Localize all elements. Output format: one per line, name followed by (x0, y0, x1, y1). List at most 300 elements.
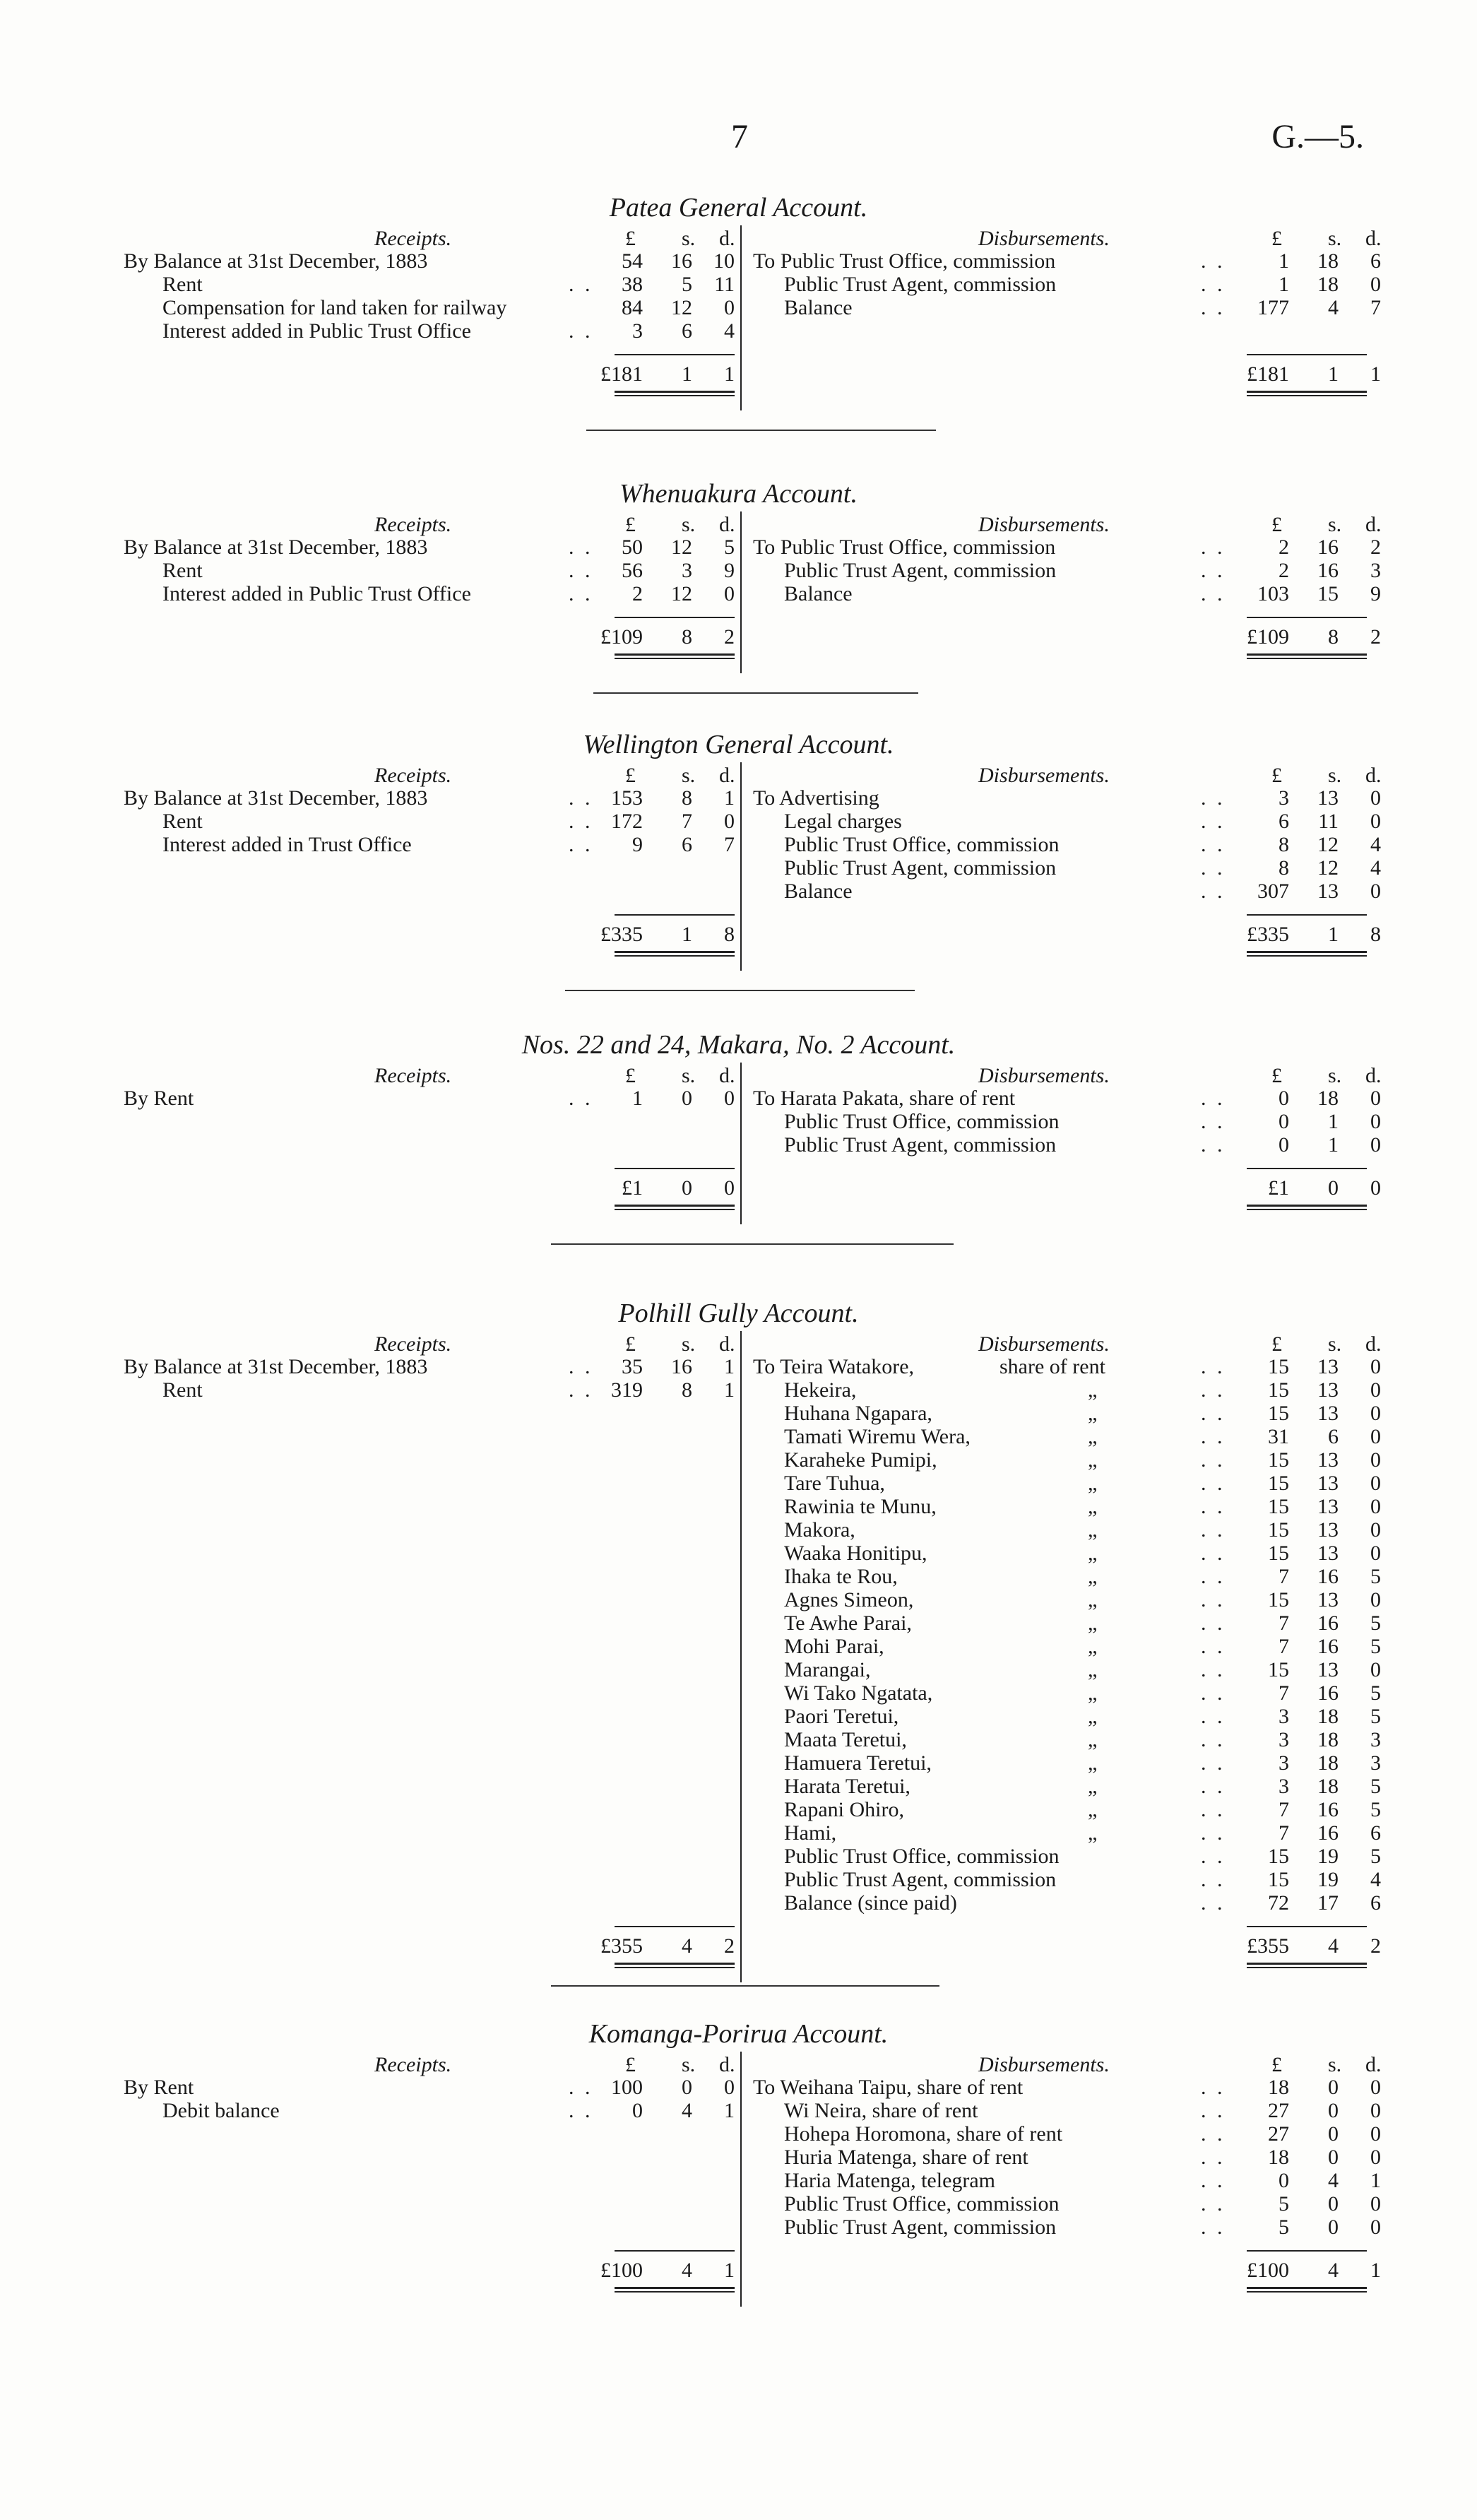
leader-dots: . . (1201, 1565, 1226, 1588)
disbursement-pence: 0 (1370, 1542, 1381, 1565)
disbursement-pounds: 27 (1268, 2099, 1289, 2122)
leader-dots: . . (1201, 1821, 1226, 1845)
disbursement-pence: 4 (1370, 1868, 1381, 1891)
share-note: „ (1088, 1425, 1098, 1448)
share-note: „ (1088, 1705, 1098, 1728)
double-rule (615, 1209, 735, 1210)
disbursement-row (0, 584, 1477, 607)
disbursement-shillings: 16 (1317, 1681, 1339, 1705)
receipt-row (0, 321, 1477, 344)
receipts-pounds-head: £ (625, 1332, 636, 1356)
disbursements-total-row (0, 924, 1477, 947)
double-rule (615, 1967, 735, 1968)
leader-dots: . . (1201, 2122, 1226, 2146)
disbursement-row (0, 274, 1477, 297)
receipt-label: By Balance at 31st December, 1883 (124, 536, 428, 559)
disbursement-pounds: 2 (1279, 536, 1289, 559)
total-rule (1247, 1168, 1367, 1169)
disbursement-pence: 4 (1370, 833, 1381, 856)
disbursement-pence: 5 (1370, 1775, 1381, 1798)
receipts-total-pounds: £109 (600, 625, 643, 649)
leader-dots: . . (1201, 1751, 1226, 1775)
disbursement-row (0, 2170, 1477, 2194)
receipts-total-pounds: £100 (600, 2259, 643, 2282)
disbursement-pence: 0 (1370, 1402, 1381, 1425)
leader-dots: . . (569, 582, 593, 605)
disbursement-pence: 0 (1370, 2192, 1381, 2216)
receipt-shillings: 8 (682, 1378, 692, 1402)
receipts-heading: Receipts. (374, 513, 452, 536)
disbursement-pounds: 3 (1279, 1728, 1289, 1751)
section-separator (565, 990, 915, 991)
receipt-shillings: 4 (682, 2099, 692, 2122)
disbursement-shillings: 13 (1317, 1472, 1339, 1495)
disbursements-pounds-head: £ (1271, 1064, 1282, 1087)
receipt-shillings: 3 (682, 559, 692, 582)
disbursement-pence: 3 (1370, 1728, 1381, 1751)
disbursement-pence: 5 (1370, 1681, 1381, 1705)
receipt-pounds: 1 (632, 1087, 643, 1110)
receipt-label: Compensation for land taken for railway (162, 296, 507, 319)
receipts-pence-head: d. (719, 227, 735, 250)
disbursement-label: Hami, (784, 1821, 837, 1845)
disbursements-shillings-head: s. (1328, 2053, 1342, 2076)
share-note: „ (1088, 1681, 1098, 1705)
receipts-shillings-head: s. (682, 1064, 696, 1087)
disbursement-pence: 0 (1370, 786, 1381, 810)
disbursement-label: To Public Trust Office, commission (753, 249, 1056, 273)
double-rule (1247, 1967, 1367, 1968)
share-note: „ (1088, 1402, 1098, 1425)
disbursement-pounds: 27 (1268, 2122, 1289, 2146)
receipt-label: Rent (162, 559, 203, 582)
disbursement-pence: 0 (1370, 1658, 1381, 1681)
receipts-pounds-head: £ (625, 227, 636, 250)
disbursement-label: Waaka Honitipu, (784, 1542, 927, 1565)
leader-dots: . . (1201, 1518, 1226, 1542)
disbursement-row (0, 834, 1477, 858)
disbursement-shillings: 13 (1317, 1542, 1339, 1565)
receipts-shillings-head: s. (682, 2053, 696, 2076)
disbursement-pence: 0 (1370, 2216, 1381, 2239)
disbursement-pounds: 7 (1279, 1565, 1289, 1588)
disbursement-label: Maata Teretui, (784, 1728, 907, 1751)
disbursement-label: Hohepa Horomona, share of rent (784, 2122, 1063, 2146)
disbursement-label: Balance (since paid) (784, 1891, 957, 1915)
disbursement-label: Te Awhe Parai, (784, 1611, 912, 1635)
disbursement-shillings: 13 (1317, 1402, 1339, 1425)
disbursement-row (0, 1823, 1477, 1846)
disbursement-pence: 0 (1370, 1588, 1381, 1611)
disbursements-pounds-head: £ (1271, 764, 1282, 787)
double-rule (615, 955, 735, 957)
disbursement-pence: 9 (1370, 582, 1381, 605)
share-note: „ (1088, 1565, 1098, 1588)
disbursement-shillings: 16 (1317, 1635, 1339, 1658)
account-section (0, 479, 1477, 649)
receipt-label: By Rent (124, 1087, 194, 1110)
disbursement-row (0, 1088, 1477, 1111)
disbursement-shillings: 12 (1317, 856, 1339, 880)
leader-dots: . . (1201, 1110, 1226, 1133)
share-note: „ (1088, 1635, 1098, 1658)
disbursement-shillings: 16 (1317, 1798, 1339, 1821)
disbursement-pounds: 0 (1279, 1133, 1289, 1157)
disbursements-pence-head: d. (1365, 2053, 1382, 2076)
disbursement-label: Wi Neira, share of rent (784, 2099, 978, 2122)
leader-dots: . . (1201, 1588, 1226, 1611)
share-note: „ (1088, 1775, 1098, 1798)
disbursements-total-pounds: £109 (1247, 625, 1289, 649)
disbursement-row (0, 1450, 1477, 1473)
disbursement-label: Public Trust Agent, commission (784, 1133, 1057, 1157)
total-rule (615, 914, 735, 916)
disbursements-pence-head: d. (1365, 1064, 1382, 1087)
disbursement-label: Rawinia te Munu, (784, 1495, 937, 1518)
disbursement-pence: 0 (1370, 1448, 1381, 1472)
share-note: „ (1088, 1378, 1098, 1402)
total-rule (1247, 354, 1367, 355)
share-note: „ (1088, 1751, 1098, 1775)
receipts-pounds-head: £ (625, 2053, 636, 2076)
disbursement-pence: 6 (1370, 1891, 1381, 1915)
disbursements-pence-head: d. (1365, 513, 1382, 536)
share-note: „ (1088, 1542, 1098, 1565)
leader-dots: . . (569, 810, 593, 833)
disbursement-label: Huhana Ngapara, (784, 1402, 932, 1425)
section-separator (586, 430, 936, 431)
share-note: „ (1088, 1495, 1098, 1518)
disbursement-label: Public Trust Agent, commission (784, 1868, 1057, 1891)
disbursement-shillings: 0 (1328, 2192, 1339, 2216)
disbursement-pounds: 7 (1279, 1611, 1289, 1635)
leader-dots: . . (1201, 1355, 1226, 1378)
disbursement-pounds: 6 (1279, 810, 1289, 833)
total-rule (1247, 617, 1367, 618)
disbursement-pounds: 0 (1279, 1087, 1289, 1110)
disbursement-shillings: 16 (1317, 1611, 1339, 1635)
leader-dots: . . (1201, 1868, 1226, 1891)
disbursement-row (0, 2077, 1477, 2100)
disbursement-label: Karaheke Pumipi, (784, 1448, 937, 1472)
receipt-shillings: 6 (682, 319, 692, 343)
disbursements-total-pounds: £100 (1247, 2259, 1289, 2282)
disbursement-shillings: 16 (1317, 1565, 1339, 1588)
disbursement-pounds: 15 (1268, 1845, 1289, 1868)
disbursement-shillings: 0 (1328, 2099, 1339, 2122)
leader-dots: . . (569, 273, 593, 296)
disbursements-shillings-head: s. (1328, 1064, 1342, 1087)
disbursement-pounds: 15 (1268, 1472, 1289, 1495)
disbursement-label: To Advertising (753, 786, 879, 810)
receipts-total-shillings: 4 (682, 1934, 692, 1958)
disbursement-shillings: 6 (1328, 1425, 1339, 1448)
disbursements-total-row (0, 1936, 1477, 1959)
receipts-total-shillings: 8 (682, 625, 692, 649)
disbursement-label: Public Trust Agent, commission (784, 2216, 1057, 2239)
disbursement-shillings: 18 (1317, 1705, 1339, 1728)
disbursement-pounds: 15 (1268, 1542, 1289, 1565)
disbursements-total-row (0, 627, 1477, 650)
receipt-pence: 4 (724, 319, 735, 343)
leader-dots: . . (1201, 1705, 1226, 1728)
receipt-pence: 0 (724, 582, 735, 605)
section-separator (593, 692, 918, 694)
receipts-total-pence: 1 (724, 2259, 735, 2282)
receipts-pence-head: d. (719, 764, 735, 787)
disbursements-total-shillings: 4 (1328, 2259, 1339, 2282)
receipts-total-shillings: 1 (682, 362, 692, 386)
disbursement-pence: 3 (1370, 559, 1381, 582)
receipt-label: By Rent (124, 2076, 194, 2099)
leader-dots: . . (1201, 296, 1226, 319)
double-rule (615, 1963, 735, 1965)
total-rule (615, 2250, 735, 2252)
leader-dots: . . (1201, 1611, 1226, 1635)
share-note: „ (1088, 1728, 1098, 1751)
disbursement-pence: 0 (1370, 273, 1381, 296)
disbursement-shillings: 13 (1317, 1588, 1339, 1611)
disbursements-total-pence: 1 (1370, 362, 1381, 386)
receipt-pence: 7 (724, 833, 735, 856)
disbursement-pounds: 15 (1268, 1402, 1289, 1425)
disbursement-shillings: 15 (1317, 582, 1339, 605)
disbursement-row (0, 881, 1477, 904)
disbursement-shillings: 13 (1317, 1495, 1339, 1518)
disbursement-label: Paori Teretui, (784, 1705, 899, 1728)
disbursements-shillings-head: s. (1328, 1332, 1342, 1356)
leader-dots: . . (569, 833, 593, 856)
disbursements-total-pence: 2 (1370, 1934, 1381, 1958)
account-title: Patea General Account. (609, 193, 868, 223)
disbursement-pounds: 15 (1268, 1355, 1289, 1378)
receipts-total-shillings: 1 (682, 923, 692, 946)
share-note: „ (1088, 1611, 1098, 1635)
disbursement-pounds: 1 (1279, 273, 1289, 296)
disbursement-pence: 0 (1370, 1425, 1381, 1448)
page-number: 7 (731, 118, 748, 155)
disbursement-pounds: 3 (1279, 1705, 1289, 1728)
double-rule (1247, 658, 1367, 659)
disbursements-shillings-head: s. (1328, 764, 1342, 787)
leader-dots: . . (1201, 249, 1226, 273)
share-note: „ (1088, 1821, 1098, 1845)
disbursements-total-row (0, 2260, 1477, 2283)
disbursement-pence: 0 (1370, 2122, 1381, 2146)
receipts-total-pounds: £335 (600, 923, 643, 946)
disbursements-pounds-head: £ (1271, 227, 1282, 250)
disbursement-label: Makora, (784, 1518, 855, 1542)
leader-dots: . . (569, 319, 593, 343)
disbursements-shillings-head: s. (1328, 513, 1342, 536)
double-rule (1247, 653, 1367, 656)
leader-dots: . . (1201, 2192, 1226, 2216)
receipt-label: Interest added in Public Trust Office (162, 319, 471, 343)
disbursement-shillings: 13 (1317, 1378, 1339, 1402)
disbursement-row (0, 1496, 1477, 1520)
disbursement-row (0, 1636, 1477, 1660)
receipt-pounds: 38 (622, 273, 643, 296)
receipts-total-pence: 0 (724, 1176, 735, 1200)
disbursements-total-row (0, 364, 1477, 387)
receipt-pounds: 35 (622, 1355, 643, 1378)
disbursement-label: Wi Tako Ngatata, (784, 1681, 933, 1705)
disbursement-pence: 5 (1370, 1705, 1381, 1728)
share-note: „ (1088, 1798, 1098, 1821)
disbursement-row (0, 811, 1477, 834)
leader-dots: . . (1201, 1775, 1226, 1798)
receipts-pounds-head: £ (625, 764, 636, 787)
leader-dots: . . (1201, 582, 1226, 605)
receipt-pounds: 84 (622, 296, 643, 319)
leader-dots: . . (1201, 2216, 1226, 2239)
disbursement-row (0, 1683, 1477, 1706)
receipt-shillings: 8 (682, 786, 692, 810)
double-rule (1247, 2291, 1367, 2293)
disbursement-label: Ihaka te Rou, (784, 1565, 898, 1588)
leader-dots: . . (1201, 2076, 1226, 2099)
disbursement-label: Huria Matenga, share of rent (784, 2146, 1028, 2169)
leader-dots: . . (569, 559, 593, 582)
disbursement-row (0, 1753, 1477, 1776)
leader-dots: . . (1201, 810, 1226, 833)
disbursement-shillings: 18 (1317, 1728, 1339, 1751)
receipts-total-pence: 2 (724, 1934, 735, 1958)
receipt-shillings: 6 (682, 833, 692, 856)
disbursement-pence: 0 (1370, 2099, 1381, 2122)
disbursement-pence: 0 (1370, 1495, 1381, 1518)
double-rule (615, 2291, 735, 2293)
receipt-shillings: 7 (682, 810, 692, 833)
disbursement-row (0, 1729, 1477, 1753)
disbursement-row (0, 858, 1477, 881)
receipt-pounds: 54 (622, 249, 643, 273)
receipt-pounds: 9 (632, 833, 643, 856)
receipt-shillings: 16 (671, 249, 692, 273)
disbursement-pounds: 18 (1268, 2076, 1289, 2099)
receipts-total-pounds: £355 (600, 1934, 643, 1958)
disbursement-row (0, 560, 1477, 584)
double-rule (1247, 1963, 1367, 1965)
receipt-pence: 11 (714, 273, 735, 296)
disbursement-pence: 0 (1370, 1355, 1381, 1378)
leader-dots: . . (569, 1355, 593, 1378)
receipt-label: Interest added in Trust Office (162, 833, 412, 856)
leader-dots: . . (569, 2076, 593, 2099)
disbursement-shillings: 18 (1317, 249, 1339, 273)
disbursement-row (0, 1111, 1477, 1135)
leader-dots: . . (1201, 1798, 1226, 1821)
receipt-pence: 1 (724, 786, 735, 810)
leader-dots: . . (1201, 880, 1226, 903)
disbursement-shillings: 19 (1317, 1868, 1339, 1891)
disbursement-pounds: 2 (1279, 559, 1289, 582)
column-divider (740, 1331, 742, 1982)
leader-dots: . . (569, 786, 593, 810)
disbursement-pence: 6 (1370, 249, 1381, 273)
share-note: „ (1088, 1518, 1098, 1542)
disbursement-pounds: 72 (1268, 1891, 1289, 1915)
disbursement-label: Public Trust Agent, commission (784, 856, 1057, 880)
page-header (0, 120, 1477, 162)
disbursement-pounds: 8 (1279, 833, 1289, 856)
account-section (0, 730, 1477, 946)
disbursement-label: Balance (784, 582, 853, 605)
disbursement-pounds: 18 (1268, 2146, 1289, 2169)
leader-dots: . . (1201, 1402, 1226, 1425)
disbursement-shillings: 13 (1317, 1658, 1339, 1681)
receipt-pence: 0 (724, 296, 735, 319)
disbursement-pounds: 31 (1268, 1425, 1289, 1448)
disbursement-pounds: 15 (1268, 1658, 1289, 1681)
leader-dots: . . (1201, 1542, 1226, 1565)
disbursement-label: Tamati Wiremu Wera, (784, 1425, 971, 1448)
disbursement-pounds: 3 (1279, 1775, 1289, 1798)
total-rule (615, 1926, 735, 1927)
leader-dots: . . (569, 1087, 593, 1110)
double-rule (615, 658, 735, 659)
disbursements-shillings-head: s. (1328, 227, 1342, 250)
receipts-total-shillings: 0 (682, 1176, 692, 1200)
receipts-total-pence: 2 (724, 625, 735, 649)
leader-dots: . . (1201, 1728, 1226, 1751)
receipt-label: Rent (162, 810, 203, 833)
account-title: Wellington General Account. (583, 730, 894, 759)
disbursements-total-pence: 2 (1370, 625, 1381, 649)
disbursement-row (0, 2147, 1477, 2170)
disbursement-label: Hamuera Teretui, (784, 1751, 932, 1775)
leader-dots: . . (569, 1378, 593, 1402)
disbursement-label: To Harata Pakata, share of rent (753, 1087, 1016, 1110)
double-rule (615, 395, 735, 396)
disbursements-total-pounds: £335 (1247, 923, 1289, 946)
disbursement-row (0, 1135, 1477, 1158)
disbursement-row (0, 297, 1477, 321)
disbursement-label: Public Trust Office, commission (784, 1845, 1060, 1868)
disbursement-row (0, 1893, 1477, 1916)
receipt-pounds: 100 (611, 2076, 643, 2099)
disbursement-shillings: 13 (1317, 880, 1339, 903)
receipt-pence: 10 (713, 249, 735, 273)
disbursement-pence: 4 (1370, 856, 1381, 880)
total-rule (615, 1168, 735, 1169)
disbursement-row (0, 1403, 1477, 1426)
account-title: Whenuakura Account. (619, 479, 858, 509)
double-rule (615, 653, 735, 656)
disbursement-label: Balance (784, 880, 853, 903)
disbursement-pence: 0 (1370, 1133, 1381, 1157)
share-note: „ (1088, 1448, 1098, 1472)
receipt-pounds: 0 (632, 2099, 643, 2122)
double-rule (1247, 391, 1367, 393)
leader-dots: . . (1201, 1635, 1226, 1658)
receipt-pence: 9 (724, 559, 735, 582)
disbursement-pence: 3 (1370, 1751, 1381, 1775)
disbursements-pence-head: d. (1365, 1332, 1382, 1356)
leader-dots: . . (1201, 1891, 1226, 1915)
double-rule (1247, 1205, 1367, 1207)
disbursement-shillings: 0 (1328, 2146, 1339, 2169)
leader-dots: . . (1201, 1425, 1226, 1448)
receipts-pence-head: d. (719, 1064, 735, 1087)
disbursements-heading: Disbursements. (978, 513, 1110, 536)
receipt-pence: 1 (724, 2099, 735, 2122)
receipt-label: Rent (162, 1378, 203, 1402)
receipts-total-shillings: 4 (682, 2259, 692, 2282)
disbursement-row (0, 1520, 1477, 1543)
receipt-pounds: 56 (622, 559, 643, 582)
disbursement-label: Mohi Parai, (784, 1635, 884, 1658)
